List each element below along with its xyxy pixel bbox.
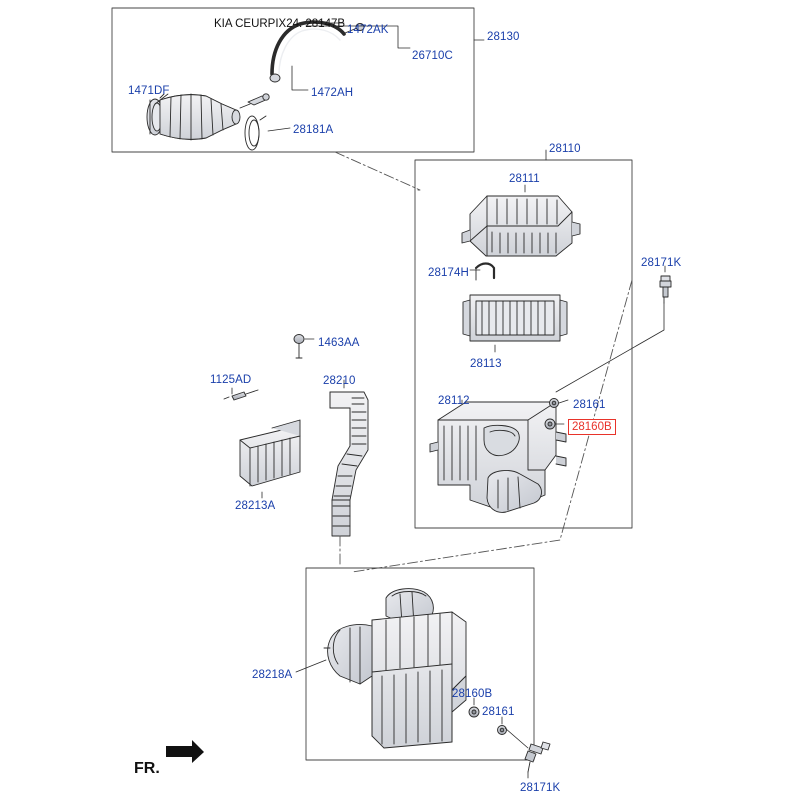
part-label-28161-top[interactable]: 28161 bbox=[573, 399, 606, 411]
part-label-28210[interactable]: 28210 bbox=[323, 375, 356, 387]
part-label-1463AA[interactable]: 1463AA bbox=[318, 337, 360, 349]
part-28213A-bracket bbox=[240, 420, 300, 486]
leader-28171K-top bbox=[556, 303, 664, 392]
part-label-1125AD[interactable]: 1125AD bbox=[210, 374, 252, 386]
part-label-28213A[interactable]: 28213A bbox=[235, 500, 276, 512]
part-label-28171K-top[interactable]: 28171K bbox=[641, 257, 682, 269]
part-28171K-sensor-top bbox=[660, 276, 671, 303]
part-28210-duct bbox=[330, 392, 368, 536]
leader-box1-box2 bbox=[335, 152, 420, 190]
part-label-28181A[interactable]: 28181A bbox=[293, 124, 334, 136]
part-28171K-sensor-bottom bbox=[525, 742, 550, 772]
part-28113-filter bbox=[463, 295, 567, 341]
part-28161-grommet-top bbox=[550, 399, 559, 408]
part-label-28174H[interactable]: 28174H bbox=[428, 267, 469, 279]
orientation-marker-label: FR. bbox=[134, 760, 160, 777]
diagram-title: KIA CEURPIX24. 28147B bbox=[214, 18, 346, 30]
part-label-28218A[interactable]: 28218A bbox=[252, 669, 293, 681]
part-label-1472AH[interactable]: 1472AH bbox=[311, 87, 354, 99]
part-28130-hose bbox=[160, 94, 240, 140]
part-label-28160B-highlighted[interactable]: 28160B bbox=[568, 419, 616, 435]
part-label-28171K-bottom[interactable]: 28171K bbox=[520, 782, 561, 794]
fr-arrow bbox=[166, 740, 204, 763]
part-label-1471DF[interactable]: 1471DF bbox=[128, 85, 170, 97]
part-28218A-duct bbox=[324, 589, 466, 748]
part-label-28112[interactable]: 28112 bbox=[438, 395, 470, 407]
part-1472AH-nipple bbox=[240, 94, 269, 108]
part-label-28110[interactable]: 28110 bbox=[549, 143, 581, 155]
part-label-28111[interactable]: 28111 bbox=[509, 173, 540, 185]
part-label-26710C[interactable]: 26710C bbox=[412, 50, 453, 62]
part-1125AD-screw bbox=[224, 390, 258, 400]
part-28174H-clip bbox=[476, 264, 494, 281]
part-28161-grommet-bottom bbox=[498, 726, 507, 735]
part-1463AA-bolt bbox=[294, 335, 304, 359]
part-28112-housing bbox=[430, 402, 566, 512]
part-28111-cover bbox=[462, 196, 580, 256]
part-28181A bbox=[245, 116, 266, 150]
part-28160B-grommet-bottom bbox=[469, 707, 479, 717]
part-label-28130[interactable]: 28130 bbox=[487, 31, 520, 43]
part-28160B-bolt-top bbox=[545, 419, 555, 429]
part-label-28160B-bottom[interactable]: 28160B bbox=[452, 688, 493, 700]
part-label-28113[interactable]: 28113 bbox=[470, 358, 502, 370]
leader-28218A bbox=[296, 660, 326, 672]
part-label-1472AK[interactable]: 1472AK bbox=[347, 24, 389, 36]
part-label-28161-bottom[interactable]: 28161 bbox=[482, 706, 515, 718]
